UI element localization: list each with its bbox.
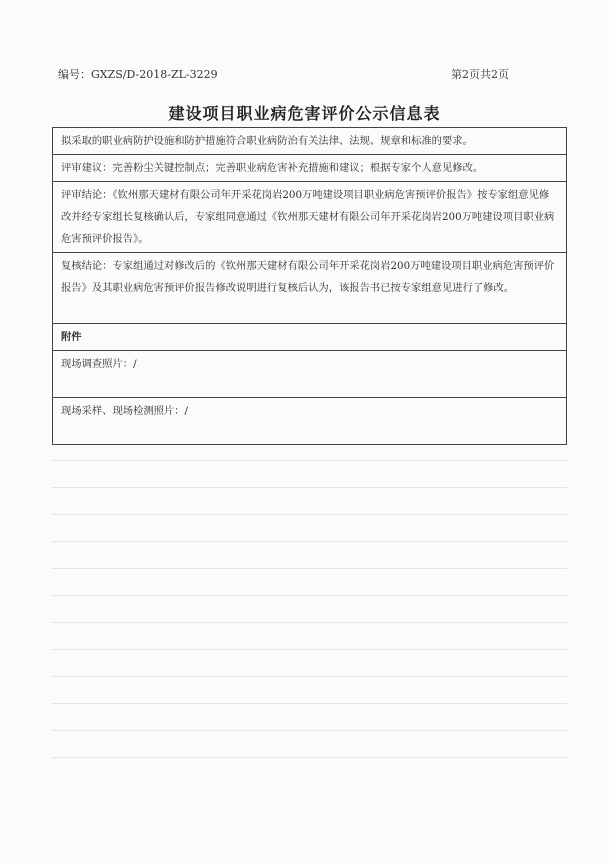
table-row (53, 128, 567, 155)
info-table (52, 127, 567, 445)
table-row (53, 351, 567, 398)
recheck-conclusion-cell: 复核结论：专家组通过对修改后的《钦州那天建材有限公司年开采花岗岩200万吨建设项目职业病危害预评价报告》及其职业病危害预评价报告修改说明进行复核后认为，该报告书已按专家组意见进行了修改。 (53, 253, 567, 324)
page-title: 建设项目职业病危害评价公示信息表 (168, 104, 441, 123)
table-row (53, 398, 567, 445)
attachment-heading: 附件 (53, 324, 567, 351)
table-row (53, 253, 567, 324)
review-conclusion-cell: 评审结论：《钦州那天建材有限公司年开采花岗岩200万吨建设项目职业病危害预评价报告》按专家组意见修改并经专家组长复核确认后，专家组同意通过《钦州那天建材有限公司年开采花岗岩200万吨建设项目职业病危害预评价报告》。 (53, 182, 567, 253)
review-advice-cell: 评审建议：完善粉尘关键控制点；完善职业病危害补充措施和建议；根据专家个人意见修改。 (53, 155, 567, 182)
survey-photos-cell: 现场调查照片：/ (53, 351, 567, 398)
document-number: 编号：GXZS/D-2018-ZL-3229 (58, 68, 218, 81)
table-row (53, 182, 567, 253)
table-row (53, 155, 567, 182)
table-row (53, 324, 567, 351)
sampling-photos-cell: 现场采样、现场检测照片：/ (53, 398, 567, 445)
measures-cell: 拟采取的职业病防护设施和防护措施符合职业病防治有关法律、法规、规章和标准的要求。 (53, 128, 567, 155)
page-number: 第2页共2页 (451, 68, 509, 81)
bleed-through-texture (52, 460, 567, 810)
